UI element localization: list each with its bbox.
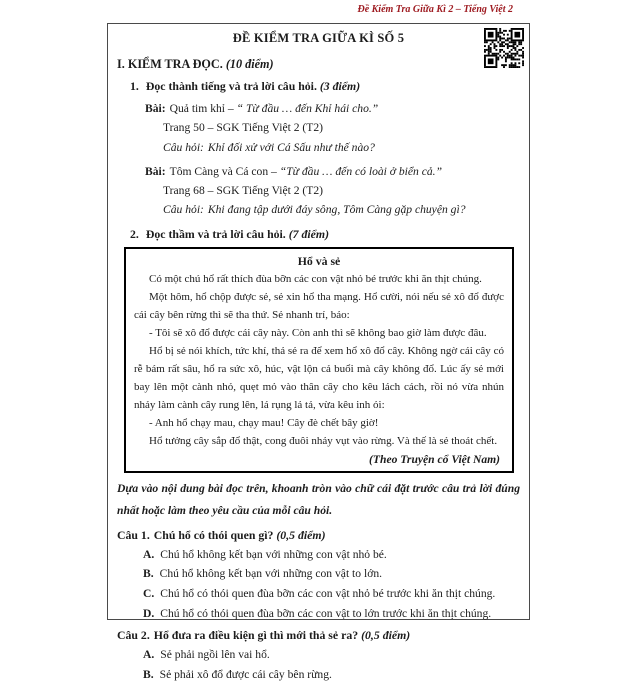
question-1-option-b: [143, 564, 520, 584]
reading-1-question-label: Câu hỏi:: [163, 140, 204, 154]
section-heading-points: (10 điểm): [225, 57, 274, 71]
question-1-text: Chú hổ có thói quen gì?: [153, 527, 274, 542]
passage-paragraph: Hổ tưởng cây sắp đổ thật, cong đuôi nhảy vụt vào rừng. Và thế là sẻ thoát chết.: [149, 434, 498, 447]
task2-points: (7 điểm): [288, 226, 330, 241]
reading-2-name: Tôm Càng và Cá con –: [169, 164, 277, 178]
passage-attribution: (Theo Truyện cổ Việt Nam): [369, 452, 500, 466]
question-2-option-a: [143, 645, 520, 665]
question-1-option-d: [143, 604, 520, 624]
option-letter: A.: [143, 648, 155, 662]
passage-body: [134, 270, 504, 450]
option-letter: A.: [143, 547, 155, 561]
task1-title: Đọc thành tiếng và trả lời câu hỏi.: [145, 79, 317, 93]
task1-points: (3 điểm): [319, 79, 361, 93]
option-letter: C.: [143, 586, 155, 600]
section-reading-heading: [117, 57, 520, 72]
question-1-option-c: [143, 584, 520, 604]
option-text: Sẻ phải ngồi lên vai hổ.: [160, 648, 270, 662]
question-1-heading: [117, 526, 520, 545]
reading-1-source: Trang 50 – SGK Tiếng Việt 2 (T2): [163, 121, 324, 135]
reading-1-excerpt: “ Từ đầu … đến Khỉ hái cho.”: [236, 102, 379, 115]
passage-paragraph: Có một chú hổ rất thích đùa bỡn các con vật nhỏ bé trước khi ăn thịt chúng.: [149, 272, 482, 285]
question-2-heading: [117, 626, 520, 645]
option-text: Sẻ phải xô đổ được cái cây bên rừng.: [159, 667, 332, 681]
reading-1-question: Khỉ đối xử với Cá Sấu như thế nào?: [207, 140, 375, 154]
reading-1-question-line: [163, 138, 520, 157]
reading-2-source: Trang 68 – SGK Tiếng Việt 2 (T2): [163, 184, 324, 198]
exam-title: ĐỀ KIỂM TRA GIỮA KÌ SỐ 5: [232, 31, 405, 45]
option-letter: B.: [143, 667, 154, 681]
reading-1-name: Quả tim khỉ –: [169, 102, 234, 115]
passage-paragraph: Hổ bị sẻ nói khích, tức khí, thả sẻ ra để xem hổ xô đổ cây. Không ngờ cái cây có rễ bám rất sâu, hổ ra sức xô, húc, vật lộn cả buổi mà cây không đổ. Lúc ấy sẻ mới bay lên một cành nhỏ, quẹt mỏ vào thân cây cho kêu lách cách, rồi nó vừa nhún nhảy làm cành cây rung lên, lá rụng lả tả, vừa kêu inh ỏi:: [134, 344, 504, 411]
task1-number: 1.: [130, 79, 139, 93]
reading-2-question-label: Câu hỏi:: [163, 203, 204, 217]
question-2-points: (0,5 điểm): [361, 628, 411, 643]
reading-2-title-line: [145, 162, 520, 181]
passage-title: Hổ và sẻ: [297, 253, 341, 268]
question-2-text: Hổ đưa ra điều kiện gì thì mới thả sẻ ra?: [153, 628, 359, 643]
question-1-option-a: [143, 545, 520, 565]
question-1-label: Câu 1.: [117, 527, 150, 542]
answer-instruction: Dựa vào nội dung bài đọc trên, khoanh tròn vào chữ cái đặt trước câu trả lời đúng nhất hoặc làm theo yêu cầu của mỗi câu hỏi.: [117, 481, 520, 518]
question-2-label: Câu 2.: [117, 628, 150, 643]
option-letter: B.: [143, 567, 154, 581]
passage-paragraph: - Anh hổ chạy mau, chạy mau! Cây đè chết bây giờ!: [149, 416, 379, 429]
task-read-aloud: [130, 79, 520, 94]
task-silent-read: [130, 227, 520, 242]
task2-number: 2.: [130, 226, 139, 241]
passage-paragraph: Một hôm, hổ chộp được sẻ, sẻ xin hổ tha mạng. Hổ cười, nói nếu sẻ xô đổ được cái cây bên rừng thì sẽ tha thứ. Sẻ nhanh trí, bảo:: [134, 290, 504, 321]
question-2-option-b: [143, 665, 520, 684]
question-1-points: (0,5 điểm): [276, 527, 326, 542]
reading-1-title-line: [145, 99, 520, 118]
reading-2-question-line: [163, 200, 520, 219]
option-text: Chú hổ có thói quen đùa bỡn các con vật nhỏ bé trước khi ăn thịt chúng.: [160, 586, 496, 600]
reading-2-label: Bài:: [145, 164, 166, 178]
reading-passage-box: [124, 247, 514, 473]
passage-paragraph: - Tôi sẽ xô đổ được cái cây này. Còn anh thì sẽ không bao giờ làm được đâu.: [149, 326, 487, 339]
task2-title: Đọc thầm và trả lời câu hỏi.: [145, 226, 286, 241]
option-text: Chú hổ không kết bạn với những con vật to lớn.: [159, 567, 383, 581]
page-header-watermark: Đề Kiểm Tra Giữa Kì 2 – Tiếng Việt 2: [357, 4, 513, 15]
reading-2-excerpt: “Từ đầu … đến có loài ở biển cả.”: [279, 164, 443, 178]
reading-1-label: Bài:: [145, 102, 166, 115]
section-heading-text: I. KIỂM TRA ĐỌC.: [117, 57, 223, 71]
option-text: Chú hổ không kết bạn với những con vật nhỏ bé.: [160, 547, 387, 561]
option-letter: D.: [143, 606, 155, 620]
qr-code: [484, 28, 524, 68]
reading-2-question: Khi đang tập dưới đáy sông, Tôm Càng gặp chuyện gì?: [207, 203, 466, 217]
exam-sheet: [107, 23, 530, 681]
option-text: Chú hổ có thói quen đùa bỡn các con vật to lớn trước khi ăn thịt chúng.: [160, 606, 492, 620]
